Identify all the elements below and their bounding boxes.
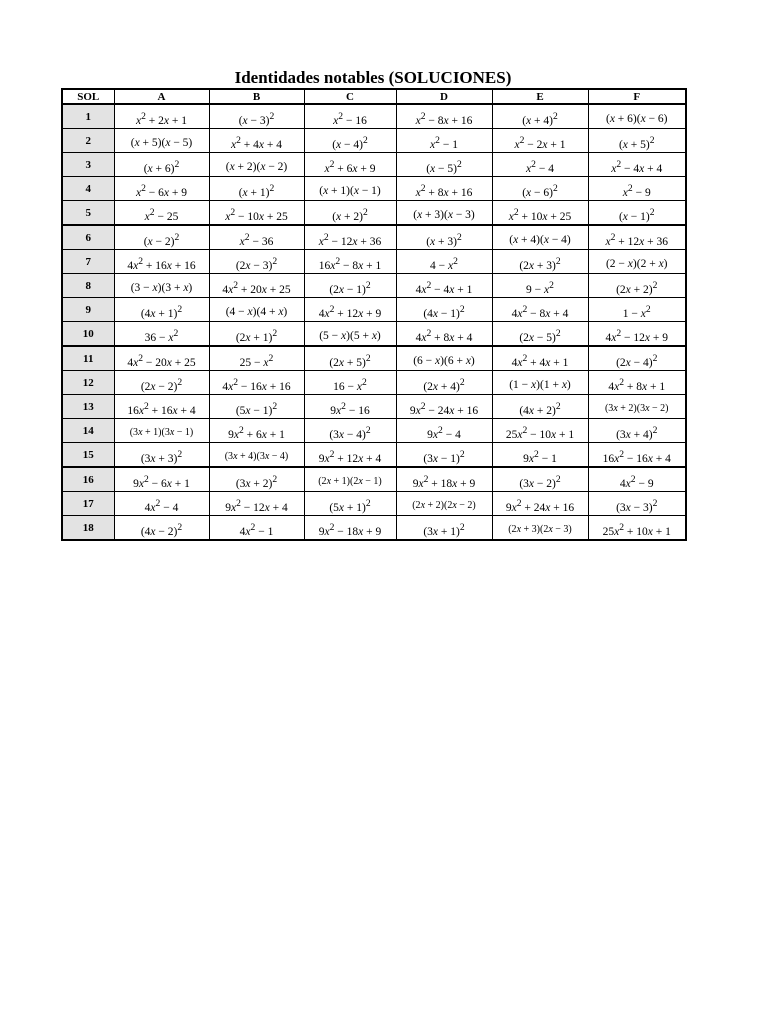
cell-d — [396, 153, 492, 177]
cell-d — [396, 274, 492, 298]
expression: $4x^2 - 1$ — [239, 521, 274, 538]
expression: $9x^2 + 18x + 9$ — [412, 473, 476, 490]
cell-b — [209, 467, 304, 492]
cell-e — [492, 322, 588, 347]
table-row — [62, 395, 686, 419]
cell-f — [588, 395, 686, 419]
cell-e — [492, 177, 588, 201]
solutions-table — [61, 88, 687, 541]
expression: $4x^2 - 4x + 1$ — [415, 279, 473, 296]
expression: $(2x + 1)^2$ — [235, 327, 278, 344]
cell-a — [114, 298, 209, 322]
cell-a — [114, 274, 209, 298]
expression: (2x + 1)(2x − 1) — [318, 476, 382, 487]
cell-f — [588, 492, 686, 516]
cell-c — [304, 492, 396, 516]
expression: (x + 4)(x − 4) — [509, 233, 571, 246]
expression: $(5x + 1)^2$ — [329, 497, 371, 514]
table-row — [62, 153, 686, 177]
table-row — [62, 443, 686, 468]
expression: $4x^2 - 12x + 9$ — [605, 327, 668, 344]
expression: (2x + 2)(2x − 2) — [412, 500, 476, 511]
table-row — [62, 467, 686, 492]
expression: (x + 2)(x − 2) — [225, 160, 288, 173]
expression: $(x - 4)^2$ — [332, 134, 368, 151]
cell-c — [304, 201, 396, 226]
expression: $4x^2 - 9$ — [619, 473, 654, 490]
cell-d — [396, 419, 492, 443]
expression: (2 − x)(2 + x) — [605, 257, 668, 270]
expression: $(2x - 3)^2$ — [235, 255, 278, 272]
cell-e — [492, 492, 588, 516]
cell-b — [209, 129, 304, 153]
cell-b — [209, 177, 304, 201]
cell-d — [396, 443, 492, 468]
expression: $(5x - 1)^2$ — [235, 400, 278, 417]
expression: $x^2 - 8x + 16$ — [415, 110, 473, 127]
cell-a — [114, 201, 209, 226]
cell-e — [492, 371, 588, 395]
row-number: 14 — [62, 419, 114, 443]
expression: $16x^2 - 16x + 4$ — [602, 448, 671, 465]
expression: $9x^2 - 24x + 16$ — [409, 400, 479, 417]
cell-c — [304, 322, 396, 347]
expression: $x^2 - 12x + 36$ — [318, 231, 382, 248]
cell-a — [114, 516, 209, 541]
cell-e — [492, 129, 588, 153]
cell-f — [588, 371, 686, 395]
cell-d — [396, 467, 492, 492]
cell-d — [396, 346, 492, 371]
cell-e — [492, 467, 588, 492]
row-number: 18 — [62, 516, 114, 541]
expression: $9x^2 - 12x + 4$ — [225, 497, 288, 514]
expression: (x + 1)(x − 1) — [319, 184, 381, 197]
cell-b — [209, 492, 304, 516]
cell-a — [114, 104, 209, 129]
cell-e — [492, 250, 588, 274]
cell-f — [588, 225, 686, 250]
expression: $9x^2 + 24x + 16$ — [505, 497, 575, 514]
row-number: 10 — [62, 322, 114, 347]
expression: $1 - x^2$ — [622, 303, 651, 320]
expression: $(4x + 2)^2$ — [519, 400, 561, 417]
expression: $16 - x^2$ — [333, 376, 367, 393]
expression: (1 − x)(1 + x) — [509, 378, 571, 391]
cell-f — [588, 104, 686, 129]
cell-b — [209, 419, 304, 443]
cell-c — [304, 250, 396, 274]
cell-f — [588, 250, 686, 274]
expression: $x^2 + 8x + 16$ — [415, 182, 473, 199]
expression: $25x^2 - 10x + 1$ — [505, 424, 575, 441]
expression: $(x + 5)^2$ — [618, 134, 655, 151]
cell-c — [304, 346, 396, 371]
table-row — [62, 104, 686, 129]
table-row — [62, 346, 686, 371]
expression: $x^2 - 36$ — [239, 231, 274, 248]
expression: $9x^2 + 12x + 4$ — [318, 448, 382, 465]
expression: $4x^2 + 8x + 4$ — [415, 327, 473, 344]
row-number: 4 — [62, 177, 114, 201]
cell-b — [209, 153, 304, 177]
cell-d — [396, 371, 492, 395]
expression: $(3x + 4)^2$ — [616, 424, 658, 441]
row-number: 16 — [62, 467, 114, 492]
cell-a — [114, 129, 209, 153]
expression: (3x + 2)(3x − 2) — [604, 403, 669, 414]
expression: $(3x + 2)^2$ — [235, 473, 278, 490]
cell-d — [396, 516, 492, 541]
expression: $x^2 - 25$ — [144, 206, 179, 223]
column-header-c: C — [304, 89, 396, 104]
cell-d — [396, 225, 492, 250]
column-header-d: D — [396, 89, 492, 104]
cell-d — [396, 104, 492, 129]
cell-c — [304, 129, 396, 153]
expression: $4x^2 - 20x + 25$ — [127, 352, 196, 369]
expression: $9x^2 - 6x + 1$ — [133, 473, 190, 490]
expression: (x + 3)(x − 3) — [413, 208, 475, 221]
cell-f — [588, 129, 686, 153]
expression: $(3x + 1)^2$ — [423, 521, 465, 538]
cell-f — [588, 443, 686, 468]
cell-e — [492, 443, 588, 468]
expression: $(x + 3)^2$ — [426, 231, 462, 248]
table-row — [62, 516, 686, 541]
cell-f — [588, 419, 686, 443]
expression: $4x^2 - 8x + 4$ — [511, 303, 569, 320]
row-number: 8 — [62, 274, 114, 298]
expression: $(4x + 1)^2$ — [140, 303, 183, 320]
expression: $4x^2 - 16x + 16$ — [222, 376, 291, 393]
table-row — [62, 492, 686, 516]
row-number: 9 — [62, 298, 114, 322]
cell-d — [396, 250, 492, 274]
expression: $(x - 6)^2$ — [522, 182, 558, 199]
cell-b — [209, 322, 304, 347]
cell-a — [114, 153, 209, 177]
expression: (6 − x)(6 + x) — [413, 354, 475, 367]
expression: $(3x - 4)^2$ — [329, 424, 371, 441]
expression: $16x^2 + 16x + 4$ — [127, 400, 196, 417]
cell-f — [588, 201, 686, 226]
cell-a — [114, 177, 209, 201]
expression: (x + 6)(x − 6) — [605, 112, 668, 125]
row-number: 7 — [62, 250, 114, 274]
expression: $(4x - 1)^2$ — [423, 303, 465, 320]
expression: $9x^2 - 4$ — [427, 424, 461, 441]
expression: $4x^2 + 12x + 9$ — [318, 303, 382, 320]
expression: $x^2 - 16$ — [333, 110, 367, 127]
cell-f — [588, 153, 686, 177]
cell-a — [114, 419, 209, 443]
row-number: 11 — [62, 346, 114, 371]
cell-c — [304, 467, 396, 492]
expression: $4 - x^2$ — [430, 255, 458, 272]
cell-b — [209, 250, 304, 274]
expression: $x^2 - 4x + 4$ — [611, 158, 663, 175]
cell-a — [114, 250, 209, 274]
expression: $(3x - 3)^2$ — [616, 497, 658, 514]
expression: $36 - x^2$ — [144, 327, 179, 344]
cell-d — [396, 201, 492, 226]
expression: $x^2 - 9$ — [622, 182, 651, 199]
table-row — [62, 201, 686, 226]
cell-f — [588, 346, 686, 371]
cell-e — [492, 153, 588, 177]
row-number: 17 — [62, 492, 114, 516]
cell-f — [588, 298, 686, 322]
cell-a — [114, 492, 209, 516]
expression: $9x^2 - 16$ — [330, 400, 370, 417]
expression: $25 - x^2$ — [239, 352, 274, 369]
cell-d — [396, 129, 492, 153]
table-row — [62, 419, 686, 443]
cell-f — [588, 177, 686, 201]
cell-e — [492, 516, 588, 541]
expression: $(2x + 3)^2$ — [519, 255, 561, 272]
table-row — [62, 298, 686, 322]
cell-c — [304, 177, 396, 201]
cell-b — [209, 298, 304, 322]
cell-f — [588, 274, 686, 298]
expression: $9x^2 - 1$ — [523, 448, 557, 465]
table-row — [62, 322, 686, 347]
expression: (3x + 1)(3x − 1) — [129, 427, 194, 438]
cell-c — [304, 274, 396, 298]
expression: $(3x - 2)^2$ — [519, 473, 561, 490]
table-body — [62, 104, 686, 540]
cell-c — [304, 298, 396, 322]
cell-a — [114, 395, 209, 419]
cell-b — [209, 346, 304, 371]
cell-e — [492, 274, 588, 298]
row-number: 13 — [62, 395, 114, 419]
expression: $x^2 - 2x + 1$ — [514, 134, 566, 151]
expression: $16x^2 - 8x + 1$ — [318, 255, 382, 272]
cell-c — [304, 516, 396, 541]
expression: $(2x - 2)^2$ — [140, 376, 183, 393]
expression: $4x^2 + 4x + 1$ — [511, 352, 569, 369]
expression: $4x^2 + 20x + 25$ — [222, 279, 291, 296]
row-number: 5 — [62, 201, 114, 226]
expression: $x^2 + 12x + 36$ — [605, 231, 668, 248]
cell-b — [209, 225, 304, 250]
cell-e — [492, 104, 588, 129]
expression: $(3x + 3)^2$ — [140, 448, 183, 465]
expression: $(2x - 5)^2$ — [519, 327, 561, 344]
expression: $4x^2 + 8x + 1$ — [608, 376, 666, 393]
cell-b — [209, 395, 304, 419]
column-header-b: B — [209, 89, 304, 104]
expression: (x + 5)(x − 5) — [130, 136, 193, 149]
expression: (4 − x)(4 + x) — [225, 305, 288, 318]
table-row — [62, 129, 686, 153]
cell-b — [209, 443, 304, 468]
expression: $x^2 + 6x + 9$ — [324, 158, 376, 175]
expression: $(x + 1)^2$ — [238, 182, 275, 199]
cell-d — [396, 298, 492, 322]
expression: $(2x - 1)^2$ — [329, 279, 371, 296]
expression: $(2x + 4)^2$ — [423, 376, 465, 393]
cell-a — [114, 322, 209, 347]
table-row — [62, 371, 686, 395]
cell-b — [209, 274, 304, 298]
expression: $(2x + 5)^2$ — [329, 352, 371, 369]
cell-e — [492, 225, 588, 250]
column-header-f: F — [588, 89, 686, 104]
table-row — [62, 274, 686, 298]
table-row — [62, 177, 686, 201]
cell-a — [114, 443, 209, 468]
cell-c — [304, 104, 396, 129]
expression: $25x^2 + 10x + 1$ — [602, 521, 671, 538]
cell-f — [588, 467, 686, 492]
cell-d — [396, 322, 492, 347]
cell-e — [492, 346, 588, 371]
cell-a — [114, 467, 209, 492]
cell-c — [304, 395, 396, 419]
cell-b — [209, 516, 304, 541]
table-row — [62, 225, 686, 250]
cell-c — [304, 153, 396, 177]
expression: $(x - 1)^2$ — [618, 206, 655, 223]
table-row — [62, 250, 686, 274]
expression: (2x + 3)(2x − 3) — [508, 524, 572, 535]
row-number: 3 — [62, 153, 114, 177]
cell-b — [209, 201, 304, 226]
expression: $x^2 + 10x + 25$ — [508, 206, 572, 223]
cell-e — [492, 419, 588, 443]
cell-d — [396, 492, 492, 516]
expression: (5 − x)(5 + x) — [319, 329, 381, 342]
expression: $(x - 5)^2$ — [426, 158, 462, 175]
expression: $9x^2 - 18x + 9$ — [318, 521, 382, 538]
column-header-e: E — [492, 89, 588, 104]
cell-c — [304, 371, 396, 395]
expression: $x^2 + 2x + 1$ — [135, 110, 187, 127]
expression: $(3x - 1)^2$ — [423, 448, 465, 465]
expression: $(x + 2)^2$ — [332, 206, 368, 223]
expression: $x^2 - 10x + 25$ — [225, 206, 288, 223]
expression: $(x + 6)^2$ — [143, 158, 180, 175]
header-row — [62, 89, 686, 104]
cell-c — [304, 443, 396, 468]
cell-c — [304, 419, 396, 443]
row-number: 2 — [62, 129, 114, 153]
expression: $(x - 2)^2$ — [143, 231, 180, 248]
expression: $x^2 - 4$ — [526, 158, 554, 175]
row-number: 1 — [62, 104, 114, 129]
expression: $(x - 3)^2$ — [238, 110, 275, 127]
cell-e — [492, 298, 588, 322]
expression: $x^2 + 4x + 4$ — [230, 134, 282, 151]
cell-a — [114, 371, 209, 395]
expression: $(2x + 2)^2$ — [616, 279, 658, 296]
row-number: 6 — [62, 225, 114, 250]
cell-d — [396, 177, 492, 201]
cell-e — [492, 395, 588, 419]
expression: $x^2 - 1$ — [430, 134, 458, 151]
row-number: 12 — [62, 371, 114, 395]
expression: (3 − x)(3 + x) — [130, 281, 193, 294]
column-header-a: A — [114, 89, 209, 104]
row-number: 15 — [62, 443, 114, 468]
cell-e — [492, 201, 588, 226]
cell-d — [396, 395, 492, 419]
cell-a — [114, 225, 209, 250]
expression: $9 - x^2$ — [526, 279, 554, 296]
expression: (3x + 4)(3x − 4) — [224, 451, 289, 462]
expression: $4x^2 - 4$ — [144, 497, 179, 514]
expression: $(2x - 4)^2$ — [616, 352, 658, 369]
cell-c — [304, 225, 396, 250]
cell-b — [209, 104, 304, 129]
expression: $9x^2 + 6x + 1$ — [228, 424, 285, 441]
cell-f — [588, 322, 686, 347]
cell-a — [114, 346, 209, 371]
column-header-sol: SOL — [62, 89, 114, 104]
expression: $(x + 4)^2$ — [522, 110, 558, 127]
cell-f — [588, 516, 686, 541]
page-title: Identidades notables (SOLUCIONES) — [234, 68, 512, 87]
expression: $4x^2 + 16x + 16$ — [127, 255, 196, 272]
expression: $(4x - 2)^2$ — [140, 521, 183, 538]
cell-b — [209, 371, 304, 395]
expression: $x^2 - 6x + 9$ — [135, 182, 187, 199]
